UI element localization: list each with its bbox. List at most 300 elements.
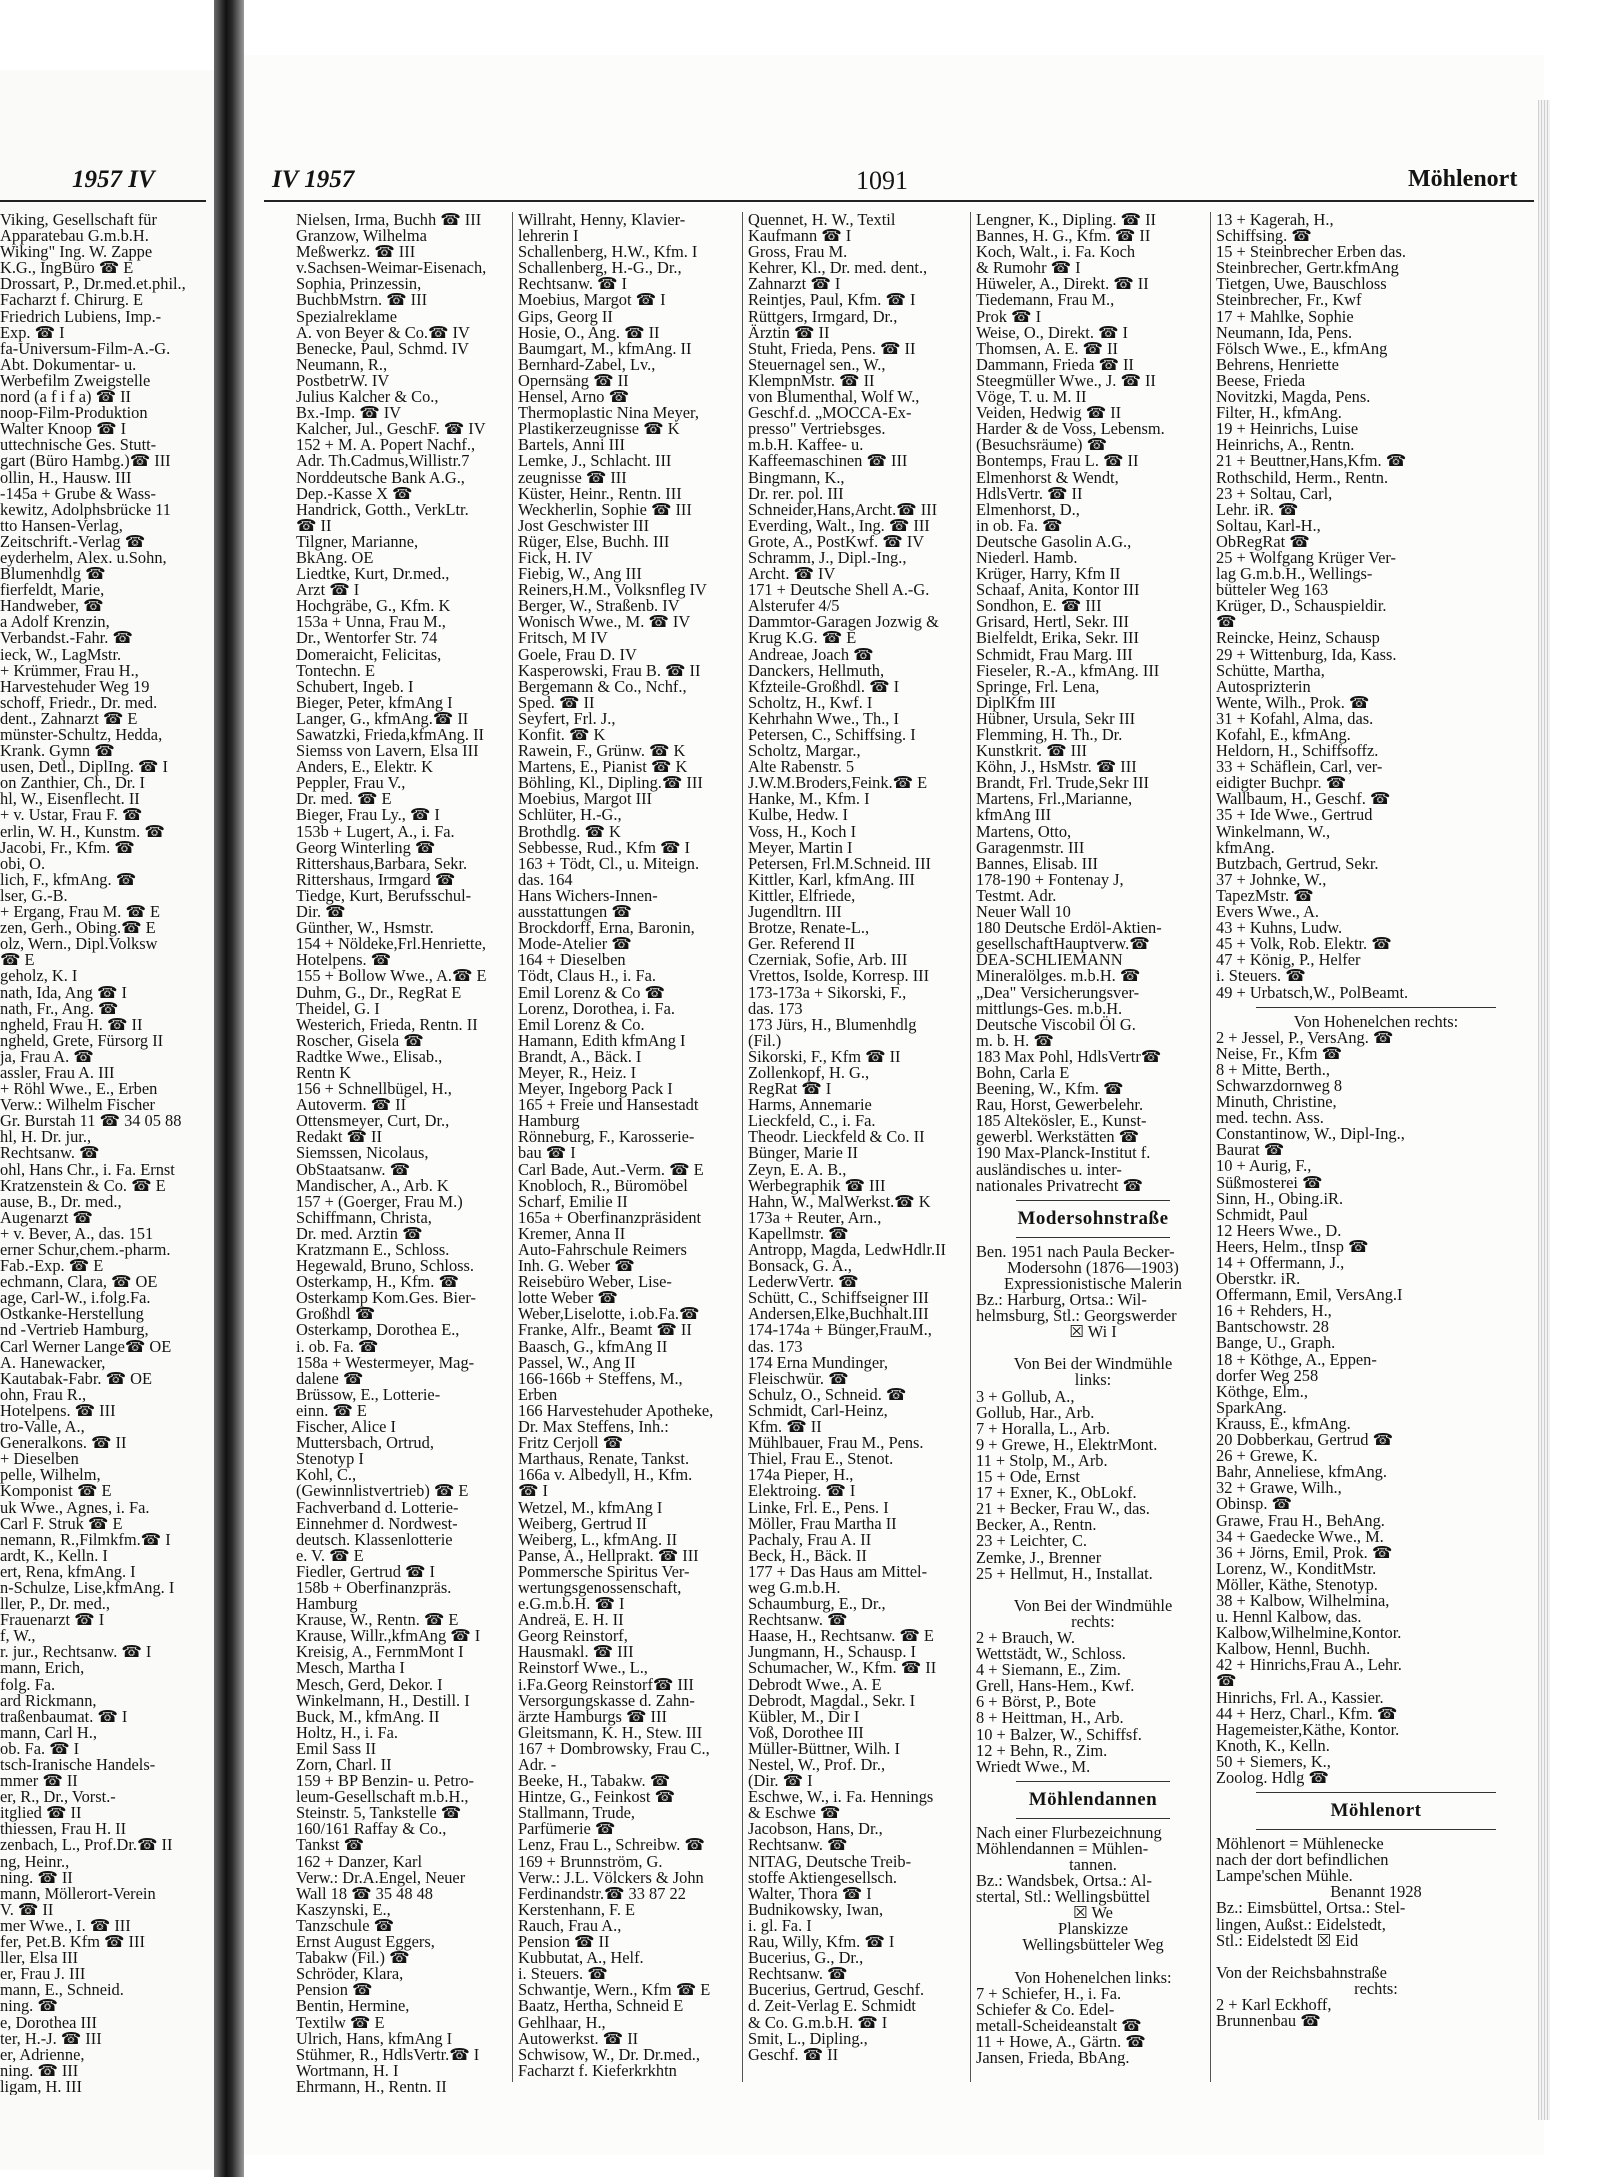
directory-entry-line: Stühmer, R., HdlsVertr.☎ I [296,2044,480,2064]
directory-entry-line: Sped. ☎ II [518,692,595,712]
directory-entry-line: Rechtsanw. ☎ [748,1610,848,1630]
directory-entry-line: Exp. ☎ I [0,322,65,342]
directory-entry-line: Ernst August Eggers, [296,1932,435,1952]
directory-entry-line: r. jur., Rechtsanw. ☎ I [0,1642,152,1662]
directory-entry-line: Bx.-Imp. ☎ IV [296,403,402,423]
directory-entry-line: metall-Scheideanstalt ☎ [976,2015,1142,2035]
directory-entry-line: e. V. ☎ E [296,1545,364,1565]
directory-entry-line: Heinrichs, A., Rentn. [1216,435,1355,455]
directory-entry-line: lingen, Außst.: Eidelstedt, [1216,1914,1386,1934]
directory-entry-line: Kofahl, E., kfmAng. [1216,725,1351,744]
directory-entry-line: Thiel, Frau E., Stenot. [748,1449,894,1469]
directory-entry-line: erlin, W. H., Kunstm. ☎ [0,821,165,841]
directory-entry-line: Neise, Fr., Kfm ☎ [1216,1043,1343,1063]
directory-entry-line: Einnehmer d. Nordwest- [296,1513,458,1533]
directory-entry-line: i. gl. Fa. I [748,1915,812,1935]
directory-entry-line: Bieger, Peter, kfmAng I [296,692,453,712]
directory-entry-line: Facharzt f. Chirurg. E [0,290,144,310]
directory-entry-line: Hinrichs, Frl. A., Kassier. [1216,1687,1384,1707]
directory-entry-line: folg. Fa. [0,1674,56,1694]
directory-entry-line: Rentn K [296,1062,352,1082]
directory-entry-line: Verbandst.-Fahr. ☎ [0,628,133,648]
directory-entry-line: Ehrmann, H., Rentn. II [296,2076,447,2095]
directory-entry-line: Filter, H., kfmAng. [1216,403,1342,423]
directory-entry-line: Walter, Thora ☎ I [748,1883,872,1903]
directory-entry-line: Augenarzt ☎ [0,1207,93,1227]
directory-entry-line: ärzte Hamburgs ☎ III [518,1706,667,1726]
directory-entry-line: weg G.m.b.H. [748,1577,841,1597]
directory-entry-line: Schallenberg, H.-G., Dr., [518,258,682,278]
directory-entry-line: Zeyn, E. A. B., [748,1159,847,1179]
directory-entry-line: Viking, Gesellschaft für [0,212,157,229]
directory-entry-line: Pommersche Spiritus Ver- [518,1561,690,1581]
section-heading: Modersohnstraße [1017,1207,1169,1229]
directory-entry-line: 49 + Urbatsch,W., PolBeamt. [1216,982,1409,1002]
page-number: 1091 [856,166,908,195]
directory-entry-line: Rönneburg, F., Karosserie- [518,1127,695,1147]
directory-entry-line: Autoverm. ☎ II [296,1095,407,1115]
centered-note: Von Hohenelchen links: [1014,1967,1172,1987]
directory-entry-line: 155 + Bollow Wwe., A.☎ E [296,966,487,986]
directory-entry-line: dalene ☎ [296,1368,364,1388]
directory-entry-line: Rothschild, Herm., Rentn. [1216,467,1389,487]
directory-entry-line: Beeke, H., Tabakw. ☎ [518,1771,671,1791]
directory-entry-line: Linke, Frl. E., Pens. I [748,1497,889,1517]
directory-entry-line: 165a + Oberfinanzpräsident [518,1207,702,1227]
centered-note: tannen. [1069,1855,1117,1874]
directory-entry-line: 185 Altekösler, E., Kunst- [976,1111,1147,1131]
directory-entry-line: Springe, Frl. Lena, [976,676,1100,696]
directory-entry-line: 166 Harvestehuder Apotheke, [518,1400,714,1420]
directory-entry-line: 154 + Nöldeke,Frl.Henriette, [296,934,486,954]
directory-entry-line: 14 + Offermann, J., [1216,1253,1345,1272]
directory-entry-line: lotte Weber ☎ [518,1288,618,1308]
directory-entry-line: Ferdinandstr.☎ 33 87 22 [518,1883,686,1903]
directory-entry-line: Jugendltrn. III [748,902,842,922]
directory-entry-line: Butzbach, Gertrud, Sekr. [1216,853,1379,873]
directory-entry-line: i. Steuers. ☎ [1216,966,1306,986]
directory-entry-line: Bz.: Harburg, Ortsa.: Wil- [976,1290,1147,1309]
directory-entry-line: Stallmann, Trude, [518,1803,636,1823]
directory-entry-line: Prok ☎ I [976,306,1042,326]
directory-entry-line: Kremer, Anna II [518,1223,626,1243]
directory-entry-line: 11 + Howe, A., Gärtn. ☎ [976,2032,1146,2052]
directory-entry-line: Gross, Frau M. [748,242,848,262]
directory-entry-line: Petersen, C., Schiffsing. I [748,725,916,744]
directory-entry-line: Tontechn. E [296,660,375,680]
directory-entry-line: Versorgungskasse d. Zahn- [518,1690,695,1710]
directory-entry-line: Tödt, Claus H., i. Fa. [518,966,656,986]
section-rule [1256,1829,1496,1830]
directory-entry-line: er, Frau J. III [0,1964,86,1984]
directory-entry-line: tto Hansen-Verlag, [0,515,123,535]
directory-entry-line: Werbegraphik ☎ III [748,1175,886,1195]
directory-entry-line: Everding, Walt., Ing. ☎ III [748,515,930,535]
left-page-header: 1957 IV [72,166,155,193]
directory-entry-line: Brüssow, E., Lotterie- [296,1384,441,1404]
directory-entry-line: eidigter Buchpr. ☎ [1216,773,1347,793]
directory-entry-line: Grisard, Hertl, Sekr. III [976,612,1129,632]
directory-entry-line: Schiffsing. ☎ [1216,226,1312,246]
directory-entry-line: Kehrhahn Wwe., Th., I [748,708,899,728]
directory-entry-line: nd -Vertrieb Hamburg, [0,1320,149,1340]
directory-entry-line: Adr. - [518,1755,557,1774]
directory-entry-line: Hintze, G., Feinkost ☎ [518,1787,675,1807]
directory-entry-line: 43 + Kuhns, Ludw. [1216,918,1343,938]
directory-entry-line: Smit, L., Dipling., [748,2028,868,2048]
directory-entry-line: 7 + Horalla, L., Arb. [976,1418,1110,1438]
directory-entry-line: Hensel, Arno ☎ [518,387,630,407]
directory-entry-line: Anders, E., Elektr. K [296,757,434,777]
directory-entry-line: Ger. Referend II [748,934,855,954]
directory-entry-line: das. 173 [748,1336,803,1356]
directory-entry-line: Bantschowstr. 28 [1216,1317,1329,1337]
directory-entry-line: Krank. Gymn ☎ [0,741,115,761]
directory-entry-line: Offermann, Emil, VersAng.I [1216,1285,1403,1305]
directory-entry-line: 174-174a + Bünger,FrauM., [748,1320,932,1340]
directory-entry-line: Kaffeemaschinen ☎ III [748,451,908,471]
directory-entry-line: ard Rickmann, [0,1690,97,1710]
directory-entry-line: & Rumohr ☎ I [976,258,1081,278]
directory-entry-line: hl, W., Eisenflecht. II [0,789,140,809]
directory-entry-line: wertungsgenossenschaft, [518,1577,682,1597]
directory-entry-line: Kalbow,Wilhelmine,Kontor. [1216,1623,1402,1643]
directory-entry-line: obi, O. [0,853,46,873]
directory-entry-line: Julius Kalcher & Co., [296,387,439,407]
directory-entry-line: Knoth, K., Kelln. [1216,1735,1330,1755]
directory-entry-line: Sikorski, F., Kfm ☎ II [748,1046,901,1066]
directory-entry-line: 173a + Reuter, Arn., [748,1207,882,1227]
directory-entry-line: Generalkons. ☎ II [0,1433,127,1453]
directory-entry-line: Krause, Willr.,kfmAng ☎ I [296,1626,481,1646]
directory-entry-line: Auto-Fahrschule Reimers [518,1240,687,1259]
directory-entry-line: 17 + Exner, K., ObLokf. [976,1483,1137,1503]
directory-entry-line: Reinstorf Wwe., L., [518,1658,648,1678]
directory-entry-line: stertal, Stl.: Wellingsbüttel [976,1887,1151,1907]
directory-entry-line: Pension ☎ [296,1980,373,2000]
directory-entry-line: Rechtsanw. ☎ [748,1964,848,1984]
directory-entry-line: 25 + Wolfgang Krüger Ver- [1216,547,1396,567]
directory-entry-line: Evers Wwe., A. [1216,902,1320,922]
centered-note: rechts: [1071,1611,1115,1631]
directory-entry-line: Lemke, J., Schlacht. III [518,451,672,471]
directory-entry-line: mann, Möllerort-Verein [0,1883,156,1903]
directory-entry-line: 29 + Wittenburg, Ida, Kass. [1216,644,1397,664]
directory-entry-line: 160/161 Raffay & Co., [296,1819,447,1839]
directory-entry-line: lich, F., kfmAng. ☎ [0,869,137,889]
directory-entry-line: Czerniak, Sofie, Arb. III [748,950,908,970]
directory-entry-line: Hotelpens. ☎ III [0,1400,116,1420]
directory-entry-line: Schmidt, Frau Marg. III [976,644,1133,664]
directory-entry-line: Alte Rabenstr. 5 [748,757,855,777]
directory-entry-line: 152 + M. A. Popert Nachf., [296,435,476,455]
directory-entry-line: & Eschwe ☎ [748,1803,841,1823]
section-rule [1016,1781,1170,1782]
directory-entry-line: nath, Fr., Ang. ☎ [0,998,119,1018]
directory-entry-line: Beck, H., Bäck. II [748,1545,867,1565]
directory-entry-line: Brandt, Frl. Trude,Sekr III [976,773,1150,793]
directory-entry-line: bütteler Weg 163 [1216,580,1329,600]
directory-entry-line: Becker, A., Rentn. [976,1515,1097,1535]
directory-entry-line: nord (a f i f a) ☎ II [0,387,131,407]
directory-entry-line: Erben [518,1384,558,1404]
directory-entry-line: Wettstädt, W., Schloss. [976,1644,1126,1664]
directory-entry-line: 171 + Deutsche Shell A.-G. [748,580,930,600]
directory-entry-line: Krause, W., Rentn. ☎ E [296,1610,459,1630]
directory-entry-line: Jost Geschwister III [518,515,650,535]
directory-entry-line: Schiefer & Co. Edel- [976,1999,1115,2019]
directory-entry-line: Andreä, E. H. II [518,1610,624,1630]
directory-entry-line: Kreisig, A., FernmMont I [296,1642,464,1662]
directory-entry-line: Schramm, J., Dipl.-Ing., [748,547,907,567]
directory-entry-line: lag G.m.b.H., Wellings- [1216,564,1373,584]
directory-entry-line: Kratzenstein & Co. ☎ E [0,1175,166,1195]
directory-entry-line: Kohl, C., [296,1465,357,1485]
column-divider [970,212,971,2082]
directory-entry-line: helmsburg, Stl.: Georgswerder [976,1306,1177,1326]
directory-entry-line: Minuth, Christine, [1216,1092,1337,1112]
directory-entry-line: Kasperowski, Frau B. ☎ II [518,660,701,680]
directory-entry-line: 21 + Beuttner,Hans,Kfm. ☎ [1216,451,1407,471]
directory-entry-line: Lenz, Frau L., Schreibw. ☎ [518,1835,705,1855]
directory-entry-line: Lehr. iR. ☎ [1216,499,1299,519]
directory-entry-line: 31 + Kofahl, Alma, das. [1216,708,1374,728]
directory-entry-line: Rechtsanw. ☎ [0,1143,100,1163]
directory-entry-line: tsch-Iranische Handels- [0,1755,156,1774]
directory-entry-line: 159 + BP Benzin- u. Petro- [296,1771,474,1791]
directory-entry-line: Deutsche Gasolin A.G., [976,531,1132,551]
directory-entry-line: ☎ E [0,950,35,970]
directory-entry-line: Schaaf, Anita, Kontor III [976,580,1140,600]
directory-entry-line: Ulrich, Hans, kfmAng I [296,2028,453,2048]
directory-entry-line: Fritz Cerjoll ☎ [518,1433,624,1453]
directory-entry-line: Vöge, T. u. M. II [976,387,1087,407]
directory-entry-line: gart (Büro Hambg.)☎ III [0,451,171,471]
directory-entry-line: Muttersbach, Ortrud, [296,1433,434,1453]
directory-entry-line: Schubert, Ingeb. I [296,676,414,696]
directory-entry-line: Martens, E., Pianist ☎ K [518,757,688,777]
directory-entry-line: Werbefilm Zweigstelle [0,370,151,390]
directory-entry-line: + Dieselben [0,1449,79,1469]
directory-entry-line: traßenbaumat. ☎ I [0,1706,128,1726]
directory-entry-line: ng, Heinr., [0,1851,70,1871]
directory-entry-line: ngheld, Grete, Fürsorg II [0,1030,164,1050]
directory-entry-line: Vrettos, Isolde, Korresp. III [748,966,930,986]
directory-entry-line: Sinn, H., Obing.iR. [1216,1188,1344,1208]
section-rule [1016,1200,1170,1201]
directory-entry-line: Weiberg, L., kfmAng. II [518,1529,678,1549]
directory-entry-line: + v. Bever, A., das. 151 [0,1223,154,1243]
directory-entry-line: Wriedt Wwe., M. [976,1756,1091,1776]
directory-entry-line: Facharzt f. Kieferkrkhtn [518,2060,677,2079]
directory-entry-line: Moebius, Margot III [518,789,652,809]
directory-entry-line: dorfer Weg 258 [1216,1365,1319,1385]
directory-entry-line: Obinsp. ☎ [1216,1494,1292,1514]
directory-entry-line: Drossart, P., Dr.med.et.phil., [0,274,186,294]
directory-entry-line: 190 Max-Planck-Institut f. [976,1143,1151,1163]
directory-entry-line: Beese, Frieda [1216,370,1306,390]
directory-entry-line: Danckers, Hellmuth, [748,660,885,680]
section-rule [1256,1007,1496,1008]
directory-entry-line: Georg Winterling ☎ [296,837,436,857]
directory-entry-line: A. Hanewacker, [0,1352,106,1372]
directory-entry-line: nemann, R.,Filmkfm.☎ I [0,1529,171,1549]
column-2 [518,212,738,2079]
directory-entry-line: Kfzteile-Großhdl. ☎ I [748,676,900,696]
directory-entry-line: zeugnisse ☎ III [518,467,627,487]
directory-entry-line: Fischer, Alice I [296,1417,396,1437]
directory-entry-line: Zemke, J., Brenner [976,1547,1102,1567]
directory-entry-line: Friedrich Lubiens, Imp.- [0,306,162,326]
directory-entry-line: Hotelpens. ☎ [296,950,392,970]
directory-entry-line: Möhlendannen = Mühlen- [976,1838,1149,1858]
directory-entry-line: V. ☎ II [0,1899,54,1919]
directory-entry-line: Archt. ☎ IV [748,564,836,584]
directory-entry-line: 38 + Kalbow, Wilhelmina, [1216,1590,1390,1610]
directory-entry-line: Autosprizterin [1216,676,1311,696]
directory-entry-line: Ostkanke-Herstellung [0,1304,144,1324]
directory-entry-line: Hahn, W., MalWerkst.☎ K [748,1191,931,1211]
directory-entry-line: 174a Pieper, H., [748,1465,854,1485]
directory-entry-line: Scharf, Emilie II [518,1191,628,1211]
directory-entry-line: mann, Erich, [0,1658,85,1678]
directory-entry-line: von Blumenthal, Wolf W., [748,387,920,407]
directory-entry-line: Ärztin ☎ II [748,322,830,342]
directory-entry-line: Bucerius, Gertrud, Geschf. [748,1980,925,2000]
directory-entry-line: Siemss von Lavern, Elsa III [296,741,479,761]
directory-entry-line: Gehlhaar, H., [518,2012,606,2032]
directory-entry-line: ohl, Hans Chr., i. Fa. Ernst [0,1159,175,1179]
directory-entry-line: ☎ I [518,1481,548,1501]
directory-entry-line: Rauch, Frau A., [518,1915,622,1935]
directory-entry-line: 166-166b + Steffens, M., [518,1368,683,1388]
directory-entry-line: 50 + Siemers, K., [1216,1751,1331,1771]
directory-entry-line: Brockdorff, Erna, Baronin, [518,918,695,938]
directory-entry-line: Nestel, W., Prof. Dr., [748,1755,886,1774]
directory-entry-line: Rau, Horst, Gewerbelehr. [976,1095,1144,1115]
directory-entry-line: BuchbMstrn. ☎ III [296,290,428,310]
directory-entry-line: nath, Ida, Ang ☎ I [0,982,127,1002]
directory-entry-line: Bielfeldt, Erika, Sekr. III [976,628,1139,648]
directory-entry-line: Granzow, Wilhelma [296,226,427,246]
directory-entry-line: Bünger, Marie II [748,1143,858,1163]
directory-entry-line: 12 + Behn, R., Zim. [976,1740,1108,1760]
directory-entry-line: Schmidt, Paul [1216,1204,1308,1224]
directory-entry-line: olz, Wern., Dipl.Volksw [0,934,158,954]
directory-entry-line: Rau, Willy, Kfm. ☎ I [748,1932,895,1952]
directory-entry-line: Reintjes, Paul, Kfm. ☎ I [748,290,916,310]
directory-entry-line: Knobloch, R., Büromöbel [518,1175,688,1195]
directory-entry-line: ollin, H., Hausw. III [0,467,132,487]
directory-entry-line: 36 + Jörns, Emil, Prok. ☎ [1216,1542,1393,1562]
directory-entry-line: (Fil.) [748,1030,782,1050]
directory-entry-line: Kautabak-Fabr. ☎ OE [0,1368,152,1388]
centered-note: Benannt 1928 [1330,1882,1422,1902]
directory-entry-line: KlempnMstr. ☎ II [748,370,875,390]
directory-entry-line: Weckherlin, Sophie ☎ III [518,499,692,519]
directory-entry-line: Schwisow, W., Dr. Dr.med., [518,2044,700,2064]
directory-entry-line: usen, Detl., DiplIng. ☎ I [0,757,168,777]
directory-entry-line: Dir. ☎ [296,902,346,922]
directory-entry-line: Langer, G., kfmAng.☎ II [296,708,469,728]
directory-entry-line: Schlüter, H.-G., [518,805,622,825]
directory-entry-line: 6 + Börst, P., Bote [976,1692,1096,1712]
directory-entry-line: Verw.: Dr.A.Engel, Neuer [296,1867,466,1887]
directory-entry-line: er, Adrienne, [0,2044,85,2064]
column-divider [742,212,743,2082]
directory-entry-line: Antropp, Magda, LedwHdlr.II [748,1240,947,1259]
directory-entry-line: Deutsche Viscobil Öl G. [976,1014,1136,1034]
directory-entry-line: Lieckfeld, C., i. Fa. [748,1111,876,1131]
directory-entry-line: Testmt. Adr. [976,885,1057,905]
directory-entry-line: Schütt, C., Schiffseigner III [748,1288,929,1308]
directory-entry-line: (Besuchsräume) ☎ [976,435,1108,455]
directory-entry-line: Kübler, M., Dir I [748,1706,860,1726]
directory-entry-line: Autowerkst. ☎ II [518,2028,639,2048]
directory-entry-line: Voss, H., Koch I [748,821,857,841]
directory-entry-line: Wall 18 ☎ 35 48 48 [296,1883,434,1903]
directory-entry-line: ligam, H. III [0,2076,82,2095]
directory-entry-line: ☎ [1216,1671,1237,1691]
directory-entry-line: n-Schulze, Lise,kfmAng. I [0,1577,175,1597]
directory-entry-line: Fiedler, Gertrud ☎ I [296,1561,436,1581]
directory-entry-line: dent., Zahnarzt ☎ E [0,708,138,728]
directory-entry-line: Kittler, Karl, kfmAng. III [748,869,915,889]
directory-entry-line: Brothdlg. ☎ K [518,821,621,841]
directory-entry-line: Budnikowsky, Iwan, [748,1899,884,1919]
directory-entry-line: ning. ☎ III [0,2060,79,2080]
directory-entry-line: Schaumburg, E., Dr., [748,1594,886,1614]
centered-note: ☒ Wi I [1069,1322,1117,1342]
directory-entry-line: Grawe, Frau H., BehAng. [1216,1510,1385,1530]
directory-entry-line: Mineralölges. m.b.H. ☎ [976,966,1141,986]
directory-entry-line: Fritsch, M IV [518,628,608,648]
directory-entry-line: + v. Ustar, Frau F. ☎ [0,805,143,825]
directory-entry-line: Tabakw (Fil.) ☎ [296,1948,410,1968]
directory-entry-line: (Gewinnlistvertrieb) ☎ E [296,1481,469,1501]
directory-entry-line: 47 + König, P., Helfer [1216,950,1361,970]
directory-entry-line: Theidel, G. I [296,998,380,1018]
directory-entry-line: v.Sachsen-Weimar-Eisenach, [296,258,487,278]
directory-entry-line: mann, Carl H., [0,1722,97,1742]
directory-entry-line: Kittler, Elfriede, [748,885,856,905]
directory-entry-line: Niederl. Hamb. [976,547,1078,567]
directory-entry-line: Westerich, Frieda, Rentn. II [296,1014,478,1034]
directory-entry-line: Schmidt, Carl-Heinz, [748,1400,888,1420]
directory-entry-line: DEA-SCHLIEMANN [976,950,1123,970]
directory-entry-line: 174 Erna Mundinger, [748,1352,889,1372]
directory-entry-line: Petersen, Frl.M.Schneid. III [748,853,931,873]
directory-entry-line: Arzt ☎ I [296,580,360,600]
directory-entry-line: m. b. H. ☎ [976,1030,1054,1050]
directory-entry-line: Bz.: Wandsbek, Ortsa.: Al- [976,1871,1152,1891]
directory-entry-line: Hausmakl. ☎ III [518,1642,634,1662]
directory-entry-line: Thomsen, A. E. ☎ II [976,338,1118,358]
directory-entry-line: Seyfert, Frl. J., [518,708,616,728]
directory-entry-line: ob. Fa. ☎ I [0,1738,80,1758]
directory-entry-line: Flemming, H. Th., Dr. [976,725,1123,744]
directory-entry-line: Bz.: Eimsbüttel, Ortsa.: Stel- [1216,1898,1406,1918]
directory-entry-line: leum-Gesellschaft m.b.H., [296,1787,469,1807]
directory-entry-line: f, W., [0,1626,36,1646]
directory-entry-line: Kehrer, Kl., Dr. med. dent., [748,258,928,278]
directory-entry-line: 3 + Gollub, A., [976,1386,1075,1406]
directory-entry-line: Steinbrecher, Gertr.kfmAng [1216,258,1399,278]
directory-entry-line: Osterkamp Kom.Ges. Bier- [296,1288,476,1308]
directory-entry-line: ller, P., Dr. med., [0,1594,110,1614]
directory-entry-line: Handrick, Gotth., VerkLtr. [296,499,469,519]
directory-entry-line: tro-Valle, A., [0,1417,85,1437]
